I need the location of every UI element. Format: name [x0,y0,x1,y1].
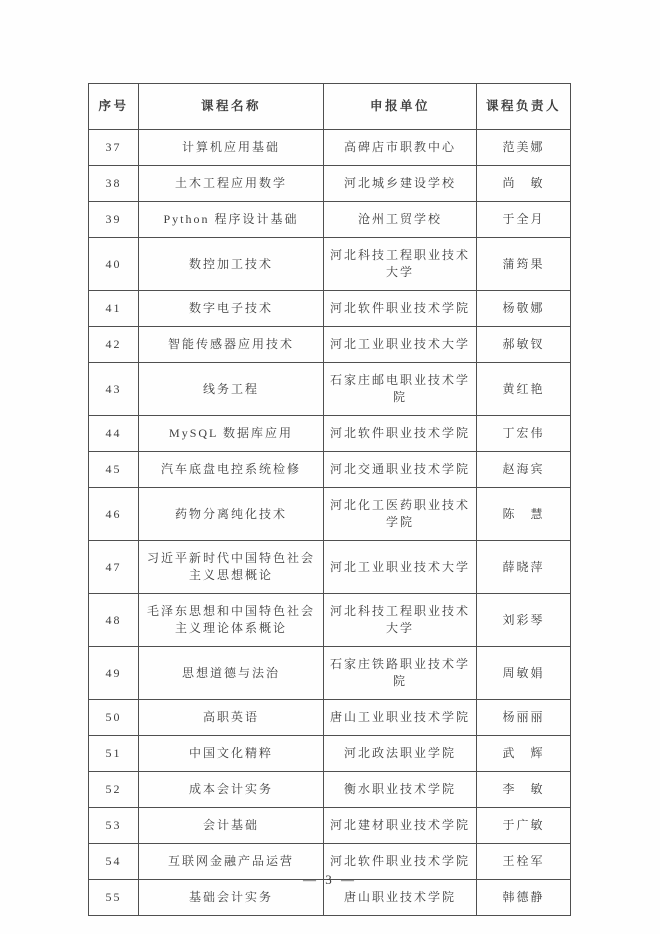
course-name-cell: 数字电子技术 [139,291,324,327]
row-number-cell: 50 [89,700,139,736]
course-name-cell: 毛泽东思想和中国特色社会主义理论体系概论 [139,594,324,647]
unit-cell: 河北软件职业技术学院 [324,416,477,452]
course-name-cell: 高职英语 [139,700,324,736]
row-number-cell: 41 [89,291,139,327]
unit-cell: 河北城乡建设学校 [324,166,477,202]
table-row [89,594,571,647]
page-number: — 3 — [303,872,357,887]
unit-cell: 河北软件职业技术学院 [324,844,477,880]
course-name-cell: MySQL 数据库应用 [139,416,324,452]
row-number-cell: 48 [89,594,139,647]
unit-cell: 河北工业职业技术大学 [324,541,477,594]
course-name-cell: 土木工程应用数学 [139,166,324,202]
unit-cell: 沧州工贸学校 [324,202,477,238]
row-number-cell: 39 [89,202,139,238]
header-cell-unit: 申报单位 [324,84,477,130]
table-row [89,808,571,844]
unit-cell: 河北软件职业技术学院 [324,291,477,327]
course-name-cell: 习近平新时代中国特色社会主义思想概论 [139,541,324,594]
table-row [89,647,571,700]
row-number-cell: 44 [89,416,139,452]
leader-cell: 于广敏 [477,808,571,844]
leader-cell: 杨丽丽 [477,700,571,736]
row-number-cell: 38 [89,166,139,202]
row-number-cell: 42 [89,327,139,363]
course-name-cell: 基础会计实务 [139,880,324,916]
unit-cell: 唐山工业职业技术学院 [324,700,477,736]
row-number-cell: 52 [89,772,139,808]
header-cell-number: 序号 [89,84,139,130]
table-row [89,291,571,327]
table-row [89,238,571,291]
row-number-cell: 49 [89,647,139,700]
leader-cell: 周敏娟 [477,647,571,700]
table-row [89,166,571,202]
leader-cell: 杨敬娜 [477,291,571,327]
leader-cell: 蒲筠果 [477,238,571,291]
course-name-cell: 中国文化精粹 [139,736,324,772]
leader-cell: 李 敏 [477,772,571,808]
unit-cell: 衡水职业技术学院 [324,772,477,808]
table-row [89,736,571,772]
row-number-cell: 43 [89,363,139,416]
table-row [89,488,571,541]
row-number-cell: 55 [89,880,139,916]
course-table-body [89,130,571,916]
row-number-cell: 53 [89,808,139,844]
unit-cell: 河北建材职业技术学院 [324,808,477,844]
row-number-cell: 54 [89,844,139,880]
unit-cell: 河北科技工程职业技术大学 [324,238,477,291]
leader-cell: 丁宏伟 [477,416,571,452]
course-name-cell: 智能传感器应用技术 [139,327,324,363]
leader-cell: 陈 慧 [477,488,571,541]
leader-cell: 刘彩琴 [477,594,571,647]
row-number-cell: 37 [89,130,139,166]
row-number-cell: 51 [89,736,139,772]
table-row [89,130,571,166]
course-name-cell: 汽车底盘电控系统检修 [139,452,324,488]
leader-cell: 尚 敏 [477,166,571,202]
course-name-cell: 思想道德与法治 [139,647,324,700]
course-name-cell: Python 程序设计基础 [139,202,324,238]
course-table-header [89,84,571,130]
table-row [89,327,571,363]
table-row [89,416,571,452]
course-name-cell: 线务工程 [139,363,324,416]
unit-cell: 石家庄邮电职业技术学院 [324,363,477,416]
course-name-cell: 会计基础 [139,808,324,844]
course-name-cell: 互联网金融产品运营 [139,844,324,880]
leader-cell: 王栓军 [477,844,571,880]
leader-cell: 武 辉 [477,736,571,772]
table-row [89,772,571,808]
table-row [89,202,571,238]
table-row [89,363,571,416]
table-row [89,541,571,594]
leader-cell: 赵海宾 [477,452,571,488]
unit-cell: 河北政法职业学院 [324,736,477,772]
course-name-cell: 成本会计实务 [139,772,324,808]
course-name-cell: 药物分离纯化技术 [139,488,324,541]
leader-cell: 黄红艳 [477,363,571,416]
course-name-cell: 计算机应用基础 [139,130,324,166]
unit-cell: 河北化工医药职业技术学院 [324,488,477,541]
unit-cell: 高碑店市职教中心 [324,130,477,166]
table-row [89,452,571,488]
unit-cell: 唐山职业技术学院 [324,880,477,916]
leader-cell: 郝敏钗 [477,327,571,363]
row-number-cell: 40 [89,238,139,291]
course-table [88,83,571,916]
header-cell-leader: 课程负责人 [477,84,571,130]
leader-cell: 薛晓萍 [477,541,571,594]
row-number-cell: 46 [89,488,139,541]
header-row [89,84,571,130]
unit-cell: 河北交通职业技术学院 [324,452,477,488]
unit-cell: 河北科技工程职业技术大学 [324,594,477,647]
unit-cell: 石家庄铁路职业技术学院 [324,647,477,700]
table-row [89,700,571,736]
course-name-cell: 数控加工技术 [139,238,324,291]
row-number-cell: 47 [89,541,139,594]
row-number-cell: 45 [89,452,139,488]
leader-cell: 范美娜 [477,130,571,166]
leader-cell: 韩德静 [477,880,571,916]
leader-cell: 于全月 [477,202,571,238]
unit-cell: 河北工业职业技术大学 [324,327,477,363]
header-cell-course-name: 课程名称 [139,84,324,130]
